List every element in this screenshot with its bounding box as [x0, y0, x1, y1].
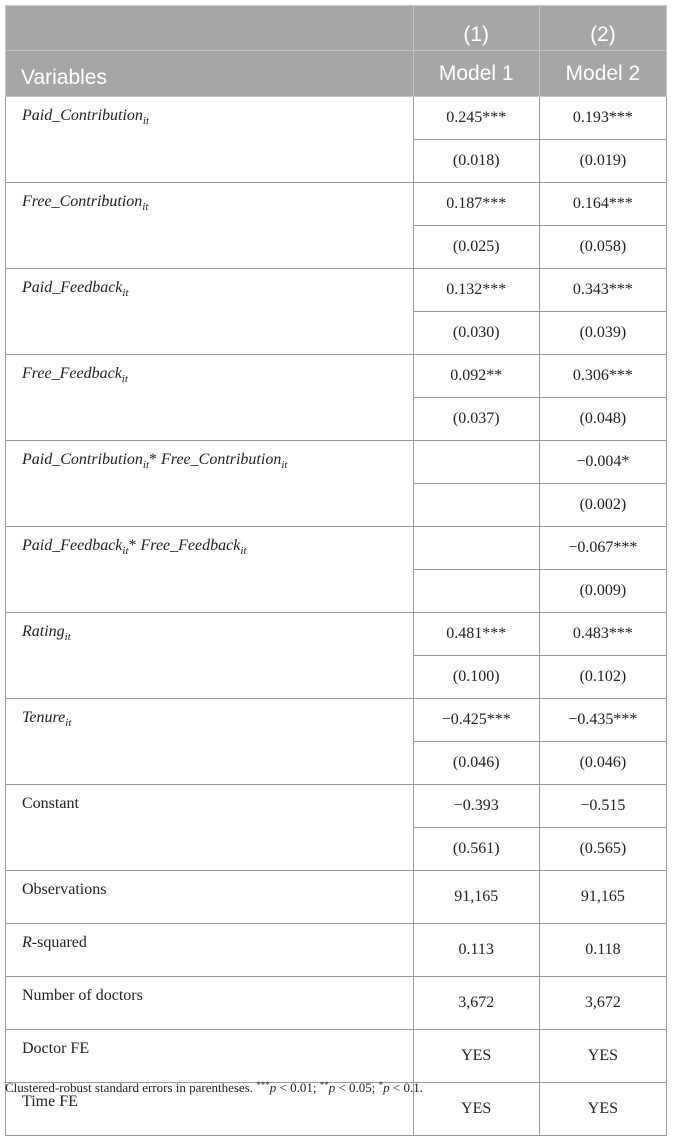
coef-model1: −0.425***: [413, 699, 539, 742]
se-model1: (0.037): [413, 398, 539, 441]
coef-model2: 0.193***: [539, 97, 666, 140]
col2-number: (2): [539, 6, 666, 51]
table-footnote: Clustered-robust standard errors in parentheses. ***p < 0.01; **p < 0.05; *p < 0.1.: [5, 1080, 424, 1095]
row-label-paid-feedback: Paid_Feedback$_{it}$: [6, 269, 414, 355]
row-label-free-contribution: Free_Contribution$_{it}$: [6, 183, 414, 269]
coef-model1: 0.187***: [413, 183, 539, 226]
table-row: [6, 97, 667, 140]
table-row: [6, 269, 667, 312]
se-model2: (0.565): [539, 828, 666, 871]
header-row-numbers: [6, 6, 667, 51]
se-model1: (0.100): [413, 656, 539, 699]
coef-model1: 0.245***: [413, 97, 539, 140]
col1-name: Model 1: [413, 51, 539, 97]
se-model1: [413, 570, 539, 613]
table-row: [6, 441, 667, 484]
se-model1: (0.025): [413, 226, 539, 269]
value-model1: 3,672: [413, 977, 539, 1030]
se-model2: (0.002): [539, 484, 666, 527]
row-label-feedback-interaction: Paid_Feedback$_{it}$* Free_Feedback$_{it}$: [6, 527, 414, 613]
table-row-number-of-doctors: [6, 977, 667, 1030]
row-label-doctor-fe: Doctor FE: [6, 1030, 414, 1083]
regression-table: [5, 5, 667, 1136]
table-row: [6, 355, 667, 398]
row-label-constant: Constant: [6, 785, 414, 871]
coef-model2: 0.306***: [539, 355, 666, 398]
col1-number: (1): [413, 6, 539, 51]
coef-model2: −0.435***: [539, 699, 666, 742]
se-model2: (0.039): [539, 312, 666, 355]
value-model1: 0.113: [413, 924, 539, 977]
table-row-r-squared: [6, 924, 667, 977]
header-row-names: [6, 51, 667, 97]
row-label-number-of-doctors: Number of doctors: [6, 977, 414, 1030]
se-model1: (0.030): [413, 312, 539, 355]
coef-model2: 0.483***: [539, 613, 666, 656]
se-model2: (0.102): [539, 656, 666, 699]
se-model2: (0.058): [539, 226, 666, 269]
row-label-free-feedback: Free_Feedback$_{it}$: [6, 355, 414, 441]
table-row: [6, 785, 667, 828]
row-label-contribution-interaction: Paid_Contribution$_{it}$* Free_Contribution$_{it}$: [6, 441, 414, 527]
coef-model1: [413, 441, 539, 484]
coef-model2: 0.164***: [539, 183, 666, 226]
row-label-paid-contribution: Paid_Contribution$_{it}$: [6, 97, 414, 183]
coef-model2: −0.004*: [539, 441, 666, 484]
row-label-tenure: Tenure$_{it}$: [6, 699, 414, 785]
coef-model2: 0.343***: [539, 269, 666, 312]
row-label-r-squared: R-squared: [6, 924, 414, 977]
se-model1: (0.561): [413, 828, 539, 871]
value-model2: 91,165: [539, 871, 666, 924]
se-model2: (0.046): [539, 742, 666, 785]
value-model1: 91,165: [413, 871, 539, 924]
value-model1: YES: [413, 1030, 539, 1083]
coef-model1: 0.092**: [413, 355, 539, 398]
value-model2: 0.118: [539, 924, 666, 977]
table-row-doctor-fe: [6, 1030, 667, 1083]
coef-model1: 0.132***: [413, 269, 539, 312]
se-model2: (0.019): [539, 140, 666, 183]
table-row: [6, 613, 667, 656]
row-label-observations: Observations: [6, 871, 414, 924]
value-model2: YES: [539, 1030, 666, 1083]
coef-model2: −0.515: [539, 785, 666, 828]
se-model1: (0.046): [413, 742, 539, 785]
variables-header: Variables: [6, 51, 414, 97]
value-model1: YES: [413, 1083, 539, 1136]
coef-model1: −0.393: [413, 785, 539, 828]
table-row: [6, 183, 667, 226]
row-label-rating: Rating$_{it}$: [6, 613, 414, 699]
col2-name: Model 2: [539, 51, 666, 97]
coef-model1: 0.481***: [413, 613, 539, 656]
row-label-time-fe: Time FE: [6, 1083, 414, 1136]
coef-model2: −0.067***: [539, 527, 666, 570]
value-model2: 3,672: [539, 977, 666, 1030]
se-model2: (0.009): [539, 570, 666, 613]
se-model2: (0.048): [539, 398, 666, 441]
table-row: [6, 527, 667, 570]
coef-model1: [413, 527, 539, 570]
table-row: [6, 699, 667, 742]
header-empty-cell: [6, 6, 414, 51]
se-model1: [413, 484, 539, 527]
se-model1: (0.018): [413, 140, 539, 183]
value-model2: YES: [539, 1083, 666, 1136]
table-row-observations: [6, 871, 667, 924]
